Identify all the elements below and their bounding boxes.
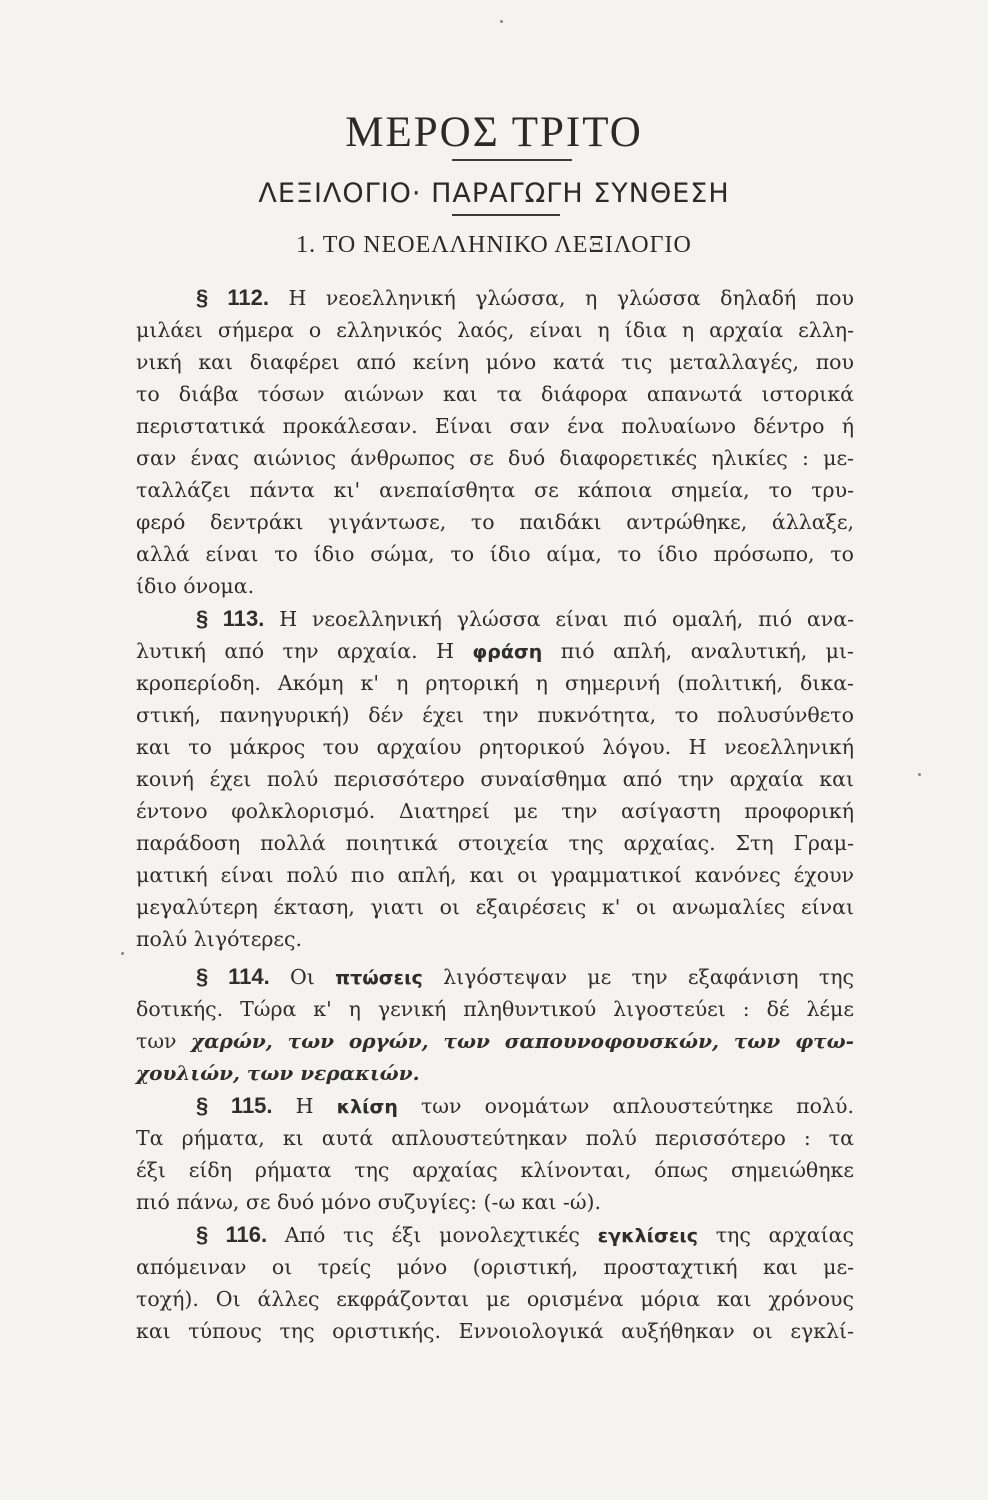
- paragraph-112: [136, 282, 854, 602]
- text-line: μιλάει σήμερα ο ελληνικός λαός, είναι η ίδια η αρχαία ελλη-: [136, 318, 854, 342]
- text-line: [136, 1057, 854, 1089]
- section-number: § 114.: [196, 964, 270, 989]
- text-line: πιό πάνω, σε δυό μόνο συζυγίες: (-ω και -ώ).: [136, 1190, 602, 1214]
- section-title: ΛΕΞΙΛΟΓΙΟ· ΠΑΡΑΓΩΓΗ ΣΥΝΘΕΣΗ: [258, 178, 730, 209]
- text-line: το διάβα τόσων αιώνων και τα διάφορα απανωτά ιστορικά: [136, 382, 854, 406]
- keyword: εγκλίσεις: [597, 1225, 699, 1247]
- section-number: § 116.: [196, 1222, 268, 1247]
- paper-speck: [121, 952, 124, 955]
- text-line: ίδιο όνομα.: [136, 574, 255, 598]
- chapter-title: 1. ΤΟ ΝΕΟΕΛΛΗΝΙΚΟ ΛΕΞΙΛΟΓΙΟ: [296, 232, 692, 258]
- text-line: έξι είδη ρήματα της αρχαίας κλίνονται, όπως σημειώθηκε: [136, 1158, 854, 1182]
- text-line: κοινή έχει πολύ περισσότερο συναίσθημα από την αρχαία και: [136, 767, 854, 791]
- paper-speck: [918, 773, 921, 776]
- text-line: και το μάκρος του αρχαίου ρητορικού λόγου. Η νεοελληνική: [136, 735, 854, 759]
- text-fragment: Οι: [289, 965, 315, 989]
- keyword-examples: χαρών, των οργών, των σαπουνοφουσκών, των φτω-: [190, 1029, 854, 1053]
- text-line: [136, 282, 854, 314]
- text-fragment: των: [136, 1029, 177, 1053]
- section-number: § 115.: [196, 1093, 273, 1118]
- text-line: [136, 1219, 854, 1251]
- text-line: [136, 961, 854, 993]
- part-title: ΜΕΡΟΣ ΤΡΙΤΟ: [345, 109, 643, 156]
- text-line: φερό δεντράκι γιγάντωσε, το παιδάκι αντρώθηκε, άλλαξε,: [136, 510, 854, 534]
- text-line: τοχή). Οι άλλες εκφράζονται με ορισμένα μόρια και χρόνους: [136, 1287, 854, 1311]
- text-line: αλλά είναι το ίδιο σώμα, το ίδιο αίμα, το ίδιο πρόσωπο, το: [136, 542, 854, 566]
- keyword: πτώσεις: [335, 967, 423, 989]
- text-fragment: λιγόστεψαν με την εξαφάνιση της: [443, 965, 854, 989]
- paragraph-114: [136, 961, 854, 1089]
- text-fragment: Από τις έξι μονολεχτικές: [284, 1223, 580, 1247]
- text-fragment: Η: [295, 1094, 314, 1118]
- text-fragment: πιό απλή, αναλυτική, μι-: [560, 639, 854, 663]
- text-line: ταλλάζει πάντα κι' ανεπαίσθητα σε κάποια σημεία, το τρυ-: [136, 478, 854, 502]
- text-line: [136, 635, 854, 667]
- text-line: [136, 1090, 854, 1122]
- text-line: δοτικής. Τώρα κ' η γενική πληθυντικού λιγοστεύει : δέ λέμε: [136, 997, 854, 1021]
- section-number: § 112.: [196, 285, 269, 310]
- text-fragment: των ονομάτων απλουστεύτηκε πολύ.: [420, 1094, 854, 1118]
- part-title-rule: [452, 159, 572, 161]
- text-line: και τύπους της οριστικής. Εννοιολογικά αυξήθηκαν οι εγκλί-: [136, 1319, 854, 1343]
- keyword: κλίση: [336, 1096, 398, 1118]
- text-fragment: Η νεοελληνική γλώσσα, η γλώσσα δηλαδή που: [288, 286, 854, 310]
- text-line: [136, 603, 854, 635]
- text-line: έντονο φολκλορισμό. Διατηρεί με την ασίγαστη προφορική: [136, 799, 854, 823]
- text-line: κροπερίοδη. Ακόμη κ' η ρητορική η σημερινή (πολιτική, δικα-: [136, 671, 854, 695]
- text-line: νική και διαφέρει από κείνη μόνο κατά τις μεταλλαγές, που: [136, 350, 854, 374]
- paragraph-113: [136, 603, 854, 955]
- paragraph-115: [136, 1090, 854, 1218]
- paragraph-116: [136, 1219, 854, 1347]
- text-fragment: λυτική από την αρχαία. Η: [136, 639, 454, 663]
- text-line: απόμειναν οι τρείς μόνο (οριστική, προσταχτική και με-: [136, 1255, 854, 1279]
- text-line: Τα ρήματα, κι αυτά απλουστεύτηκαν πολύ περισσότερο : τα: [136, 1126, 854, 1150]
- paper-speck: [500, 20, 503, 23]
- keyword-examples: χουλιών, των νερακιών.: [136, 1061, 420, 1085]
- keyword: φράση: [472, 641, 543, 663]
- section-number: § 113.: [196, 606, 265, 631]
- text-line: περιστατικά προκάλεσαν. Είναι σαν ένα πολυαίωνο δέντρο ή: [136, 414, 854, 438]
- text-fragment: της αρχαίας: [715, 1223, 854, 1247]
- text-line: στική, πανηγυρική) δέν έχει την πυκνότητα, το πολυσύνθετο: [136, 703, 854, 727]
- text-line: παράδοση πολλά ποιητικά στοιχεία της αρχαίας. Στη Γραμ-: [136, 831, 854, 855]
- text-fragment: Η νεοελληνική γλώσσα είναι πιό ομαλή, πιό ανα-: [279, 607, 854, 631]
- text-line: [136, 1025, 854, 1057]
- text-line: ματική είναι πολύ πιο απλή, και οι γραμματικοί κανόνες έχουν: [136, 863, 854, 887]
- text-line: πολύ λιγότερες.: [136, 927, 303, 951]
- text-line: μεγαλύτερη έκταση, γιατι οι εξαιρέσεις κ' οι ανωμαλίες είναι: [136, 895, 854, 919]
- text-line: σαν ένας αιώνιος άνθρωπος σε δυό διαφορετικές ηλικίες : με-: [136, 446, 854, 470]
- section-title-rule: [452, 214, 560, 216]
